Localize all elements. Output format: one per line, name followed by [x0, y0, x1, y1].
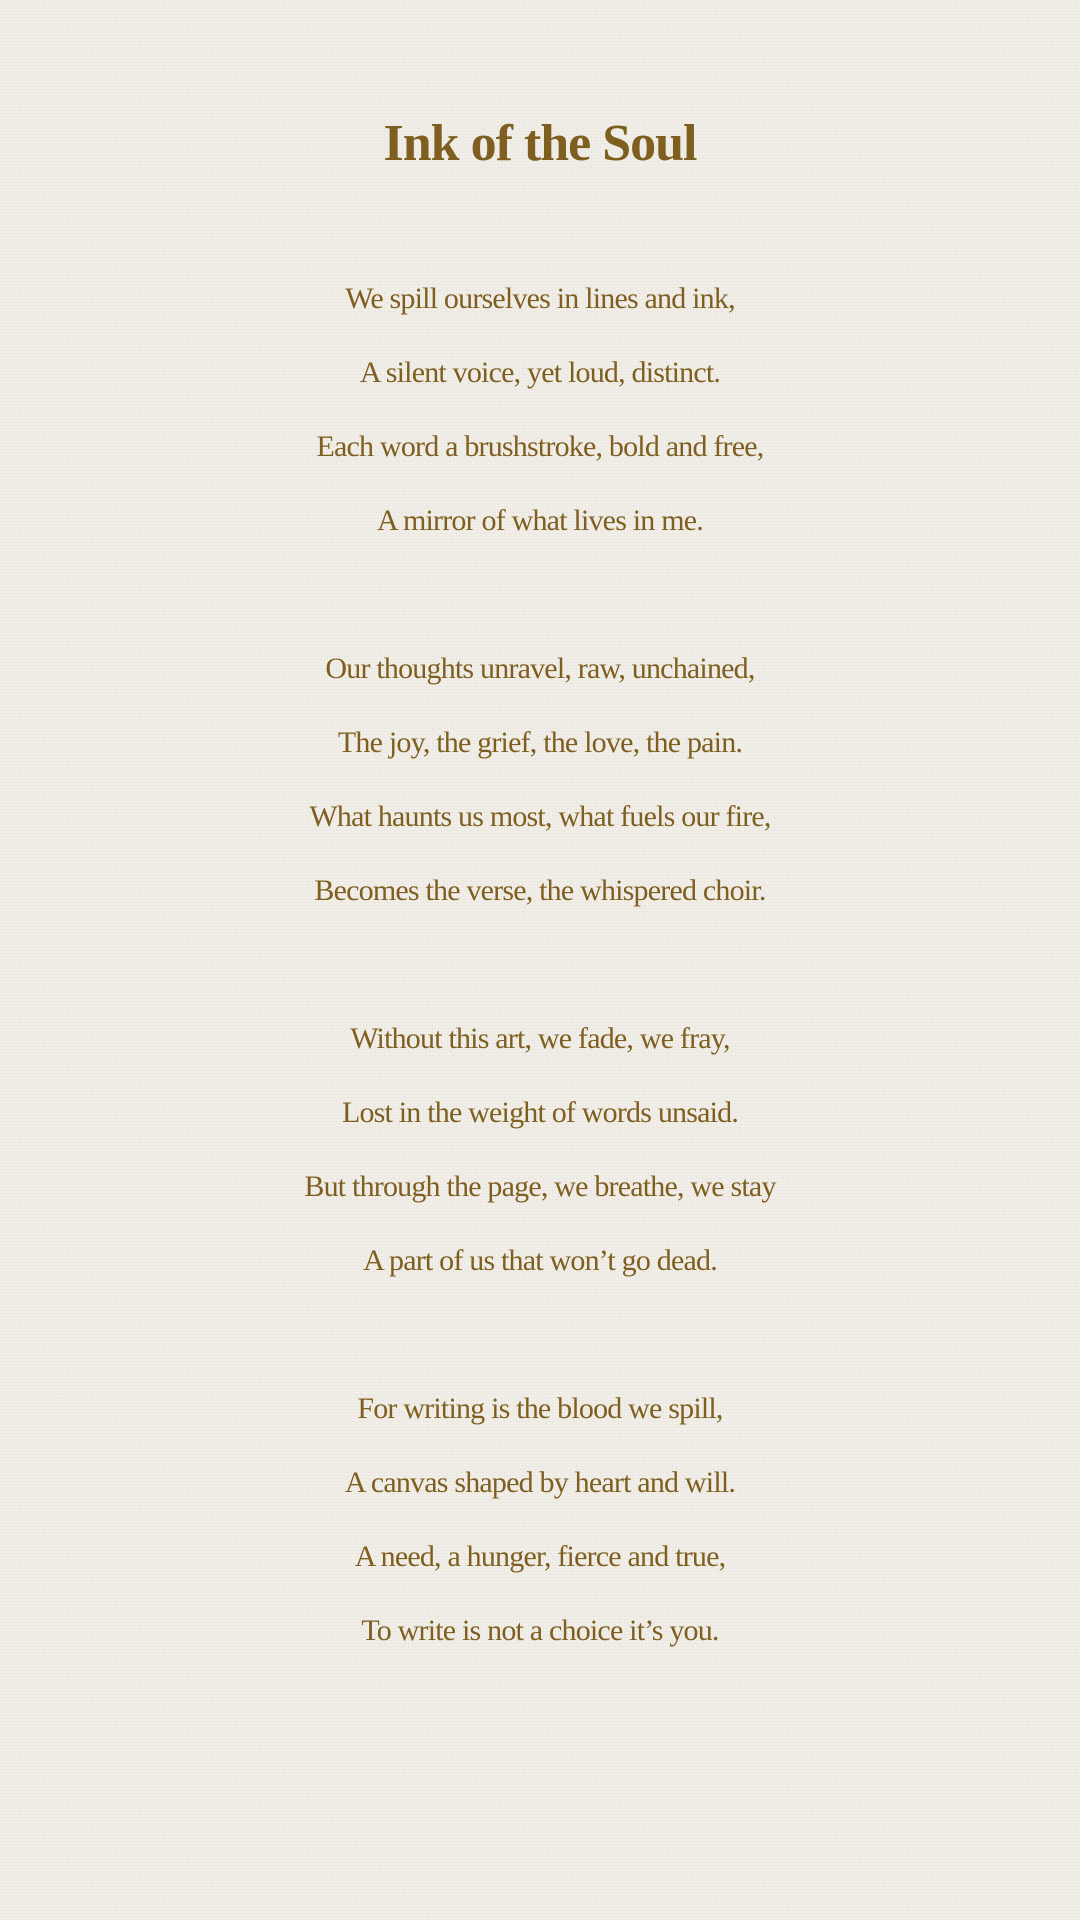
stanza-4	[0, 1372, 1080, 1668]
poem-line: A canvas shaped by heart and will.	[344, 1466, 736, 1499]
stanza-3	[0, 1002, 1080, 1298]
poem-line: A mirror of what lives in me.	[377, 504, 703, 537]
poem-line: Lost in the weight of words unsaid.	[341, 1096, 739, 1129]
poem-line: But through the page, we breathe, we stay	[304, 1170, 776, 1203]
poem-title: Ink of the Soul	[383, 115, 697, 172]
poem-line: What haunts us most, what fuels our fire,	[309, 800, 771, 833]
poem-line: Each word a brushstroke, bold and free,	[316, 430, 764, 463]
poem-line: Becomes the verse, the whispered choir.	[314, 874, 766, 907]
poem-line: A part of us that won’t go dead.	[363, 1244, 717, 1277]
poem-line: We spill ourselves in lines and ink,	[345, 282, 735, 315]
poem-line: A need, a hunger, fierce and true,	[354, 1540, 726, 1573]
poem-line: Without this art, we fade, we fray,	[350, 1022, 730, 1055]
poem-body	[0, 262, 1080, 1742]
stanza-2	[0, 632, 1080, 928]
poem-line: A silent voice, yet loud, distinct.	[359, 356, 721, 389]
poem-line: To write is not a choice it’s you.	[361, 1614, 719, 1647]
poem-line: For writing is the blood we spill,	[357, 1392, 723, 1425]
stanza-1	[0, 262, 1080, 558]
poem-line: The joy, the grief, the love, the pain.	[337, 726, 743, 759]
poem-line: Our thoughts unravel, raw, unchained,	[325, 652, 755, 685]
